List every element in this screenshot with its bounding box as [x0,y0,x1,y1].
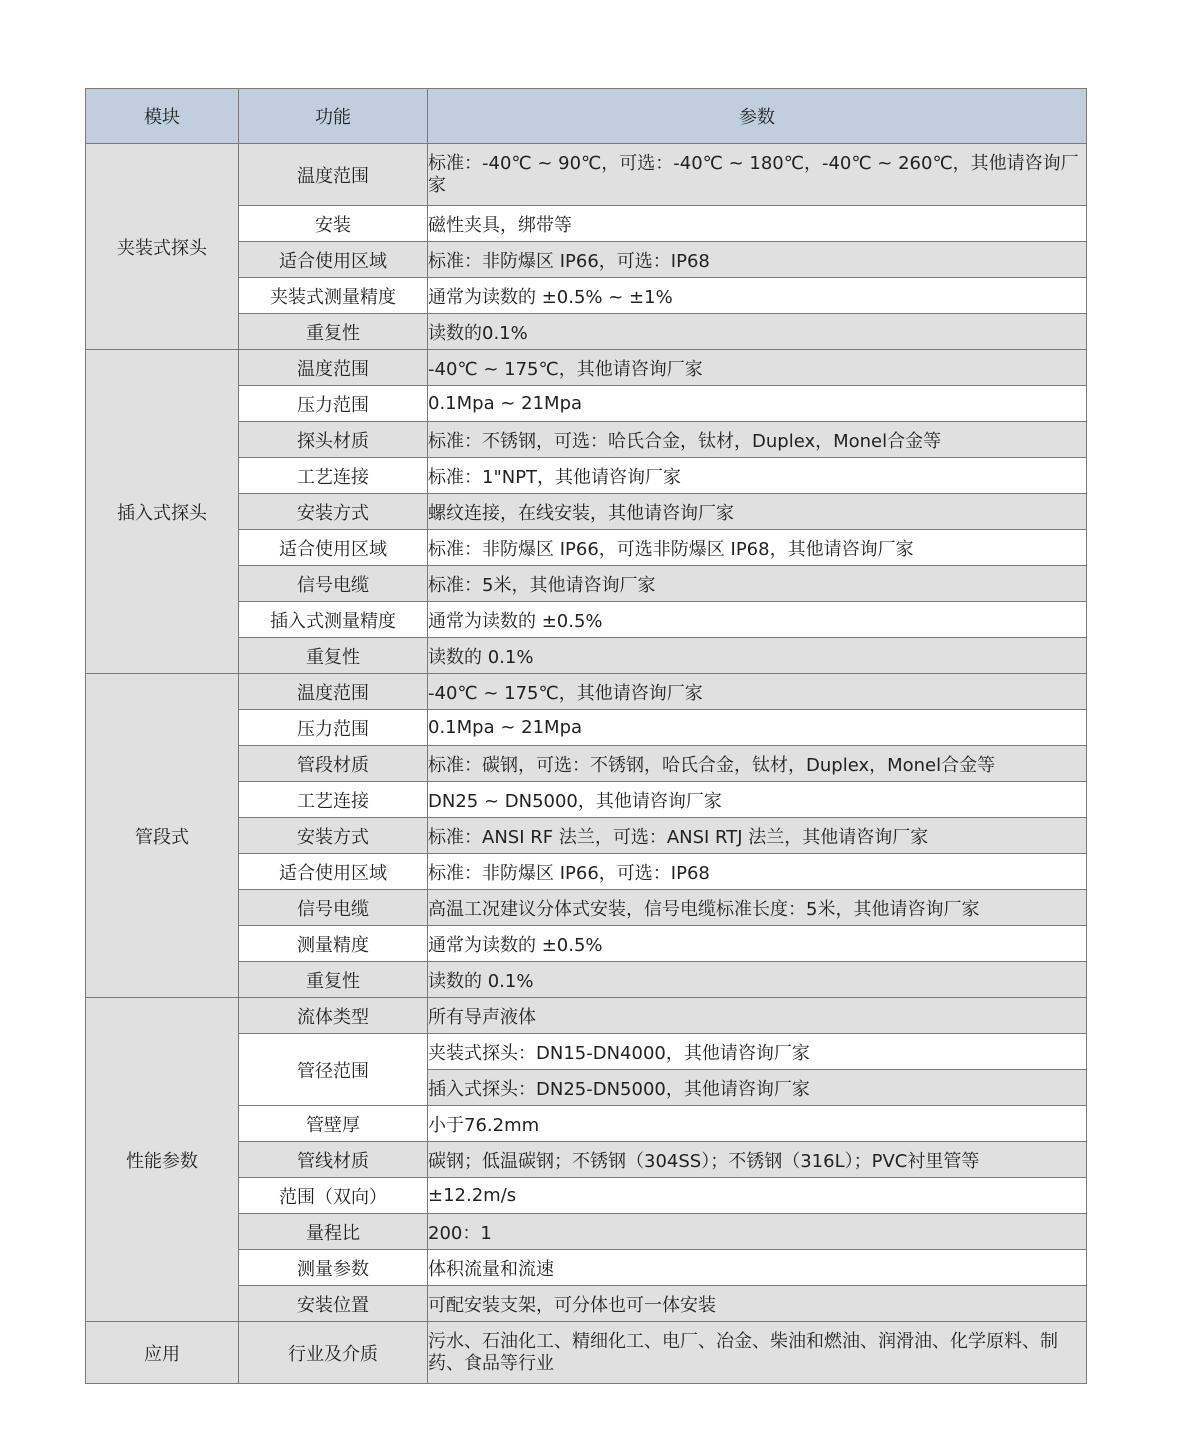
param-cell: 污水、石油化工、精细化工、电厂、冶金、柴油和燃油、润滑油、化学原料、制药、食品等行业 [428,1322,1087,1384]
function-cell: 安装方式 [239,494,428,530]
param-cell: 标准：非防爆区 IP66，可选非防爆区 IP68，其他请咨询厂家 [428,530,1087,566]
function-cell: 量程比 [239,1214,428,1250]
table-row [86,998,1087,1034]
function-cell: 管径范围 [239,1034,428,1106]
function-cell: 范围（双向） [239,1178,428,1214]
param-cell: 可配安装支架，可分体也可一体安装 [428,1286,1087,1322]
module-cell: 夹装式探头 [86,144,239,350]
param-cell: 标准：ANSI RF 法兰，可选：ANSI RTJ 法兰，其他请咨询厂家 [428,818,1087,854]
function-cell: 探头材质 [239,422,428,458]
function-cell: 重复性 [239,314,428,350]
param-cell: 小于76.2mm [428,1106,1087,1142]
function-cell: 温度范围 [239,144,428,206]
param-cell: 通常为读数的 ±0.5% ~ ±1% [428,278,1087,314]
function-cell: 管线材质 [239,1142,428,1178]
function-cell: 温度范围 [239,350,428,386]
function-cell: 行业及介质 [239,1322,428,1384]
module-cell: 插入式探头 [86,350,239,674]
param-cell: ±12.2m/s [428,1178,1087,1214]
header-row [86,89,1087,144]
param-cell: 所有导声液体 [428,998,1087,1034]
spec-body [86,144,1087,1384]
param-cell: 标准：碳钢，可选：不锈钢，哈氏合金，钛材，Duplex，Monel合金等 [428,746,1087,782]
table-row [86,674,1087,710]
function-cell: 压力范围 [239,710,428,746]
table-row [86,1322,1087,1384]
function-cell: 工艺连接 [239,782,428,818]
function-cell: 安装 [239,206,428,242]
param-cell: 碳钢；低温碳钢；不锈钢（304SS）；不锈钢（316L）；PVC衬里管等 [428,1142,1087,1178]
function-cell: 适合使用区域 [239,854,428,890]
function-cell: 插入式测量精度 [239,602,428,638]
param-cell: 通常为读数的 ±0.5% [428,926,1087,962]
param-cell: 标准：不锈钢，可选：哈氏合金，钛材，Duplex，Monel合金等 [428,422,1087,458]
param-cell: 标准：非防爆区 IP66，可选：IP68 [428,242,1087,278]
spec-table [85,88,1087,1384]
param-cell: 通常为读数的 ±0.5% [428,602,1087,638]
function-cell: 流体类型 [239,998,428,1034]
function-cell: 信号电缆 [239,890,428,926]
module-cell: 管段式 [86,674,239,998]
header-function: 功能 [239,89,428,144]
header-module: 模块 [86,89,239,144]
param-cell: 标准：-40℃ ~ 90℃，可选：-40℃ ~ 180℃，-40℃ ~ 260℃，其他请咨询厂家 [428,144,1087,206]
function-cell: 安装方式 [239,818,428,854]
header-params: 参数 [428,89,1087,144]
param-cell: 0.1Mpa ~ 21Mpa [428,386,1087,422]
param-cell: 磁性夹具，绑带等 [428,206,1087,242]
param-cell: 标准：非防爆区 IP66，可选：IP68 [428,854,1087,890]
param-cell: -40℃ ~ 175℃，其他请咨询厂家 [428,674,1087,710]
function-cell: 管段材质 [239,746,428,782]
module-cell: 应用 [86,1322,239,1384]
function-cell: 温度范围 [239,674,428,710]
param-cell: 螺纹连接，在线安装，其他请咨询厂家 [428,494,1087,530]
param-cell: -40℃ ~ 175℃，其他请咨询厂家 [428,350,1087,386]
module-cell: 性能参数 [86,998,239,1322]
param-cell: DN25 ~ DN5000，其他请咨询厂家 [428,782,1087,818]
function-cell: 安装位置 [239,1286,428,1322]
function-cell: 重复性 [239,962,428,998]
function-cell: 适合使用区域 [239,242,428,278]
param-cell: 标准：5米，其他请咨询厂家 [428,566,1087,602]
param-cell: 读数的 0.1% [428,962,1087,998]
function-cell: 测量参数 [239,1250,428,1286]
function-cell: 管壁厚 [239,1106,428,1142]
param-cell: 体积流量和流速 [428,1250,1087,1286]
param-cell: 200：1 [428,1214,1087,1250]
function-cell: 夹装式测量精度 [239,278,428,314]
param-cell: 0.1Mpa ~ 21Mpa [428,710,1087,746]
param-cell: 高温工况建议分体式安装，信号电缆标准长度：5米，其他请咨询厂家 [428,890,1087,926]
function-cell: 信号电缆 [239,566,428,602]
table-row [86,144,1087,206]
function-cell: 压力范围 [239,386,428,422]
table-row [86,350,1087,386]
function-cell: 重复性 [239,638,428,674]
param-cell: 读数的0.1% [428,314,1087,350]
function-cell: 适合使用区域 [239,530,428,566]
param-cell: 夹装式探头：DN15-DN4000，其他请咨询厂家 [428,1034,1087,1070]
param-cell: 插入式探头：DN25-DN5000，其他请咨询厂家 [428,1070,1087,1106]
function-cell: 工艺连接 [239,458,428,494]
function-cell: 测量精度 [239,926,428,962]
param-cell: 读数的 0.1% [428,638,1087,674]
param-cell: 标准：1"NPT，其他请咨询厂家 [428,458,1087,494]
